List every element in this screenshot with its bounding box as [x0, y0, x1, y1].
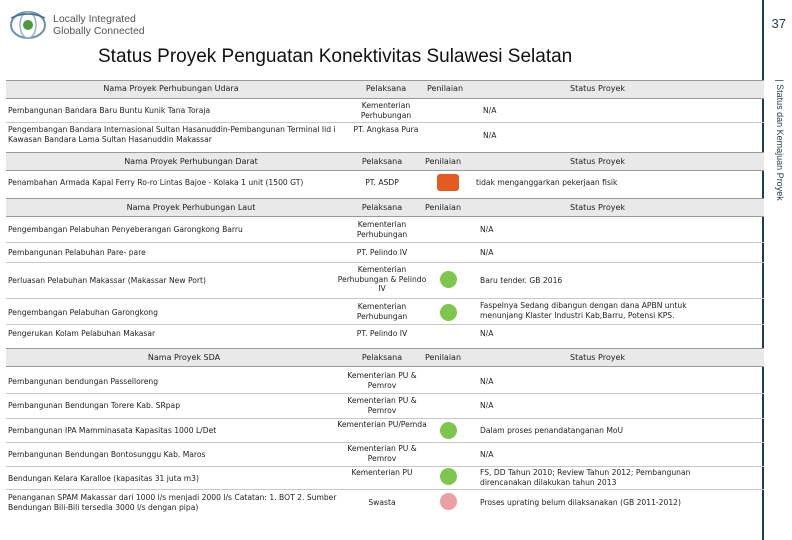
pelaksana-cell: Kementerian PU & Pemrov — [347, 444, 417, 463]
row-divider — [6, 418, 764, 419]
logo-line1: Locally Integrated — [53, 13, 136, 25]
project-cell: Penanganan SPAM Makassar dari 1000 l/s menjadi 2000 l/s Catatan: 1. BOT 2. Sumber Bendungan Bili-Bili tersedia 3000 l/s dengan pipa) — [8, 493, 337, 512]
row-divider — [6, 393, 764, 394]
status-indicator-green — [440, 468, 457, 485]
pelaksana-cell: Kementerian PU & Pemrov — [347, 371, 417, 390]
project-cell: Pembangunan bendungan Passelloreng — [8, 377, 159, 386]
status-cell: N/A — [480, 248, 494, 257]
header-status: Status Proyek — [569, 353, 625, 362]
pelaksana-cell: PT. Angkasa Pura — [353, 125, 419, 134]
project-cell: Pengembangan Bandara Internasional Sultan Hasanuddin-Pembangunan Terminal Iid i Kawasan Bandara Lama Sultan Hasanuddin Makassar — [8, 125, 336, 144]
status-cell: N/A — [480, 450, 494, 459]
status-indicator-green — [440, 271, 457, 288]
project-cell: Pembangunan Bendungan Torere Kab. SRpap — [8, 401, 181, 410]
header-penilaian: Penilaian — [424, 353, 462, 362]
status-cell: Faspelnya Sedang dibangun dengan dana APBN untuk menunjang Klaster Industri Kab,Barru, Potensi KPS. — [480, 301, 687, 320]
header-penilaian: Penilaian — [424, 203, 462, 212]
header-penilaian: Penilaian — [426, 84, 464, 93]
pelaksana-cell: Kementerian Perhubungan — [356, 302, 408, 321]
status-cell: tidak menganggarkan pekerjaan fisik — [476, 178, 618, 187]
status-indicator-green — [440, 422, 457, 439]
status-cell: N/A — [480, 329, 494, 338]
pelaksana-cell: Swasta — [368, 498, 396, 507]
sidebar — [762, 0, 792, 540]
pelaksana-cell: Kementerian Perhubungan & Pelindo IV — [337, 265, 427, 293]
status-cell: N/A — [480, 401, 494, 410]
section-name: Nama Proyek Perhubungan Udara — [103, 84, 239, 93]
section-name: Nama Proyek Perhubungan Darat — [124, 157, 258, 166]
section-name: Nama Proyek Perhubungan Laut — [126, 203, 256, 212]
project-cell: Pembangunan Bendungan Bontosunggu Kab. Maros — [8, 450, 206, 459]
row-divider — [6, 466, 764, 467]
status-cell: Baru tender. GB 2016 — [480, 276, 563, 285]
status-cell: Dalam proses penandatanganan MoU — [480, 426, 624, 435]
pelaksana-cell: PT. Pelindo IV — [356, 329, 408, 338]
project-cell: Pengembangan Pelabuhan Garongkong — [8, 308, 158, 317]
header-penilaian: Penilaian — [424, 157, 462, 166]
header-pelaksana: Pelaksana — [365, 84, 407, 93]
page-title: Status Proyek Penguatan Konektivitas Sulawesi Selatan — [98, 46, 573, 67]
header-status: Status Proyek — [569, 203, 625, 212]
pelaksana-cell: PT. ASDP — [365, 178, 399, 187]
row-divider — [6, 122, 764, 123]
status-cell: N/A — [480, 377, 494, 386]
pelaksana-cell: Kementerian Perhubungan — [360, 101, 412, 120]
pelaksana-cell: Kementerian PU/Pemda — [337, 420, 427, 429]
logo-line2: Globally Connected — [53, 25, 145, 37]
header-pelaksana: Pelaksana — [361, 353, 403, 362]
status-indicator-pink — [440, 493, 457, 510]
status-cell: N/A — [483, 106, 497, 115]
row-divider — [6, 489, 764, 490]
project-cell: Pembangunan Pelabuhan Pare- pare — [8, 248, 146, 257]
row-divider — [6, 298, 764, 299]
project-cell: Pengembangan Pelabuhan Penyeberangan Garongkong Barru — [8, 225, 243, 234]
project-cell: Perluasan Pelabuhan Makassar (Makassar New Port) — [8, 276, 206, 285]
status-cell: N/A — [480, 225, 494, 234]
status-indicator-red — [437, 174, 459, 191]
status-cell: FS, DD Tahun 2010; Review Tahun 2012; Pembangunan direncanakan dilakukan tahun 2013 — [480, 468, 691, 487]
project-cell: Bendungan Kelara Karalloe (kapasitas 31 juta m3) — [8, 474, 199, 483]
row-divider — [6, 242, 764, 243]
logo-text — [53, 13, 145, 37]
header-pelaksana: Pelaksana — [361, 203, 403, 212]
pelaksana-cell: Kementerian Perhubungan — [356, 220, 408, 239]
globe-logo-icon — [6, 8, 50, 42]
pelaksana-cell: Kementerian PU — [351, 468, 413, 477]
project-cell: Pembangunan IPA Mamminasata Kapasitas 1000 L/Det — [8, 426, 217, 435]
header-status: Status Proyek — [569, 84, 625, 93]
status-cell: Proses uprating belum dilaksanakan (GB 2011-2012) — [480, 498, 681, 507]
row-divider — [6, 262, 764, 263]
pelaksana-cell: PT. Pelindo IV — [356, 248, 408, 257]
header-status: Status Proyek — [569, 157, 625, 166]
row-divider — [6, 442, 764, 443]
section-name: Nama Proyek SDA — [147, 353, 221, 362]
status-cell: N/A — [483, 131, 497, 140]
status-indicator-green — [440, 304, 457, 321]
project-cell: Penambahan Armada Kapal Ferry Ro-ro Lintas Bajoe - Kolaka 1 unit (1500 GT) — [8, 178, 304, 187]
project-cell: Pembangunan Bandara Baru Buntu Kunik Tana Toraja — [8, 106, 211, 115]
side-label: | Status dan Kemajuan Proyek — [775, 79, 785, 201]
page-number: 37 — [771, 16, 786, 31]
row-divider — [6, 324, 764, 325]
pelaksana-cell: Kementerian PU & Pemrov — [347, 396, 417, 415]
project-cell: Pengerukan Kolam Pelabuhan Makasar — [8, 329, 156, 338]
header-pelaksana: Pelaksana — [361, 157, 403, 166]
